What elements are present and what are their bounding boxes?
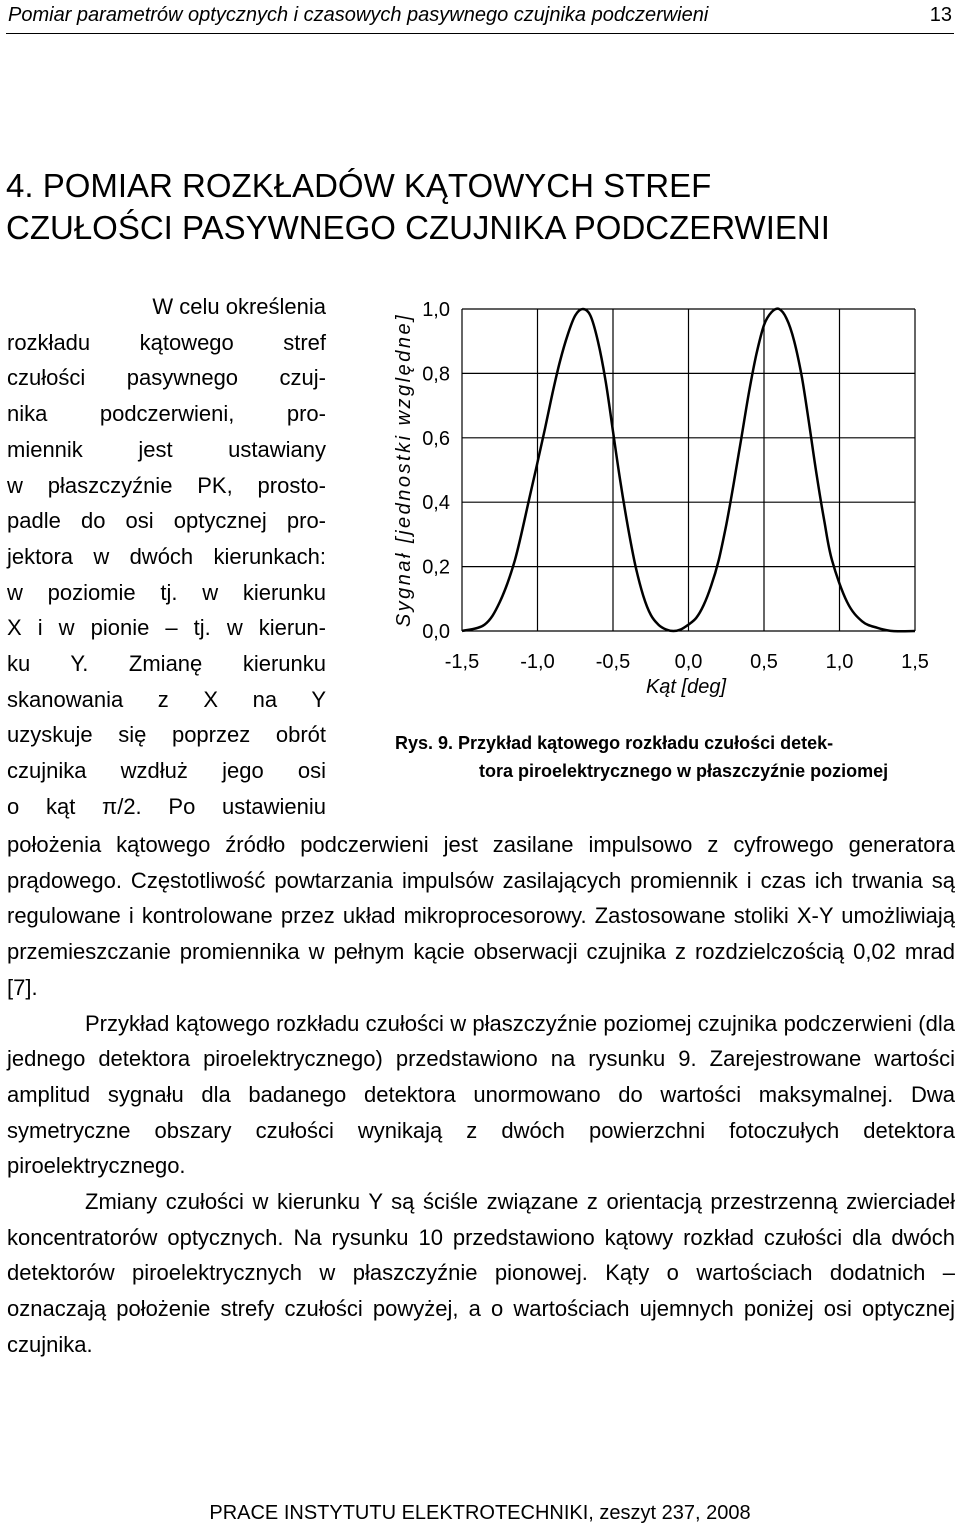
x-tick-label: 0,5 bbox=[750, 651, 778, 673]
chapter-title bbox=[6, 165, 954, 249]
x-axis-label: Kąt [deg] bbox=[645, 676, 727, 698]
chapter-title-line-2: CZUŁOŚCI PASYWNEGO CZUJNIKA PODCZERWIENI bbox=[6, 209, 830, 246]
intro-line: W celu określenia bbox=[152, 294, 326, 319]
x-tick-label: 1,5 bbox=[901, 651, 929, 673]
intro-line: skanowania z X na Y bbox=[7, 686, 326, 712]
paragraph-2: Przykład kątowego rozkładu czułości w płaszczyźnie poziomej czujnika podczerwieni (dla jednego detektora piroelektrycznego) przedstawiono na rysunku 9. Zarejestrowane wartości amplitud sygnału dla badanego detektora unormowano do wartości maksymalnej. Dwa symetryczne obszary czułości wynikają z dwóch powierzchni fotoczułych detektora piroelektrycznego. bbox=[7, 1010, 955, 1179]
intro-line: w płaszczyźnie PK, prosto- bbox=[7, 472, 326, 498]
x-tick-label: -1,5 bbox=[444, 651, 480, 673]
intro-line: miennik jest ustawiany bbox=[7, 436, 326, 462]
running-header-title: Pomiar parametrów optycznych i czasowych pasywnego czujnika podczerwieni bbox=[8, 4, 709, 26]
y-tick-label: 0,2 bbox=[422, 556, 450, 579]
y-tick-label: 0,4 bbox=[422, 492, 450, 515]
x-tick-label: -0,5 bbox=[595, 651, 631, 673]
intro-line: w poziomie tj. w kierunku bbox=[7, 579, 326, 605]
intro-line: rozkładu kątowego stref bbox=[7, 329, 326, 355]
page-number: 13 bbox=[929, 4, 952, 26]
intro-line: czujnika wzdłuż jego osi bbox=[7, 758, 326, 784]
caption-line-2: tora piroelektrycznego w płaszczyźnie poziomej bbox=[479, 761, 889, 781]
intro-line: padle do osi optycznej pro- bbox=[7, 508, 326, 534]
intro-paragraph bbox=[7, 289, 326, 825]
y-tick-label: 0,6 bbox=[422, 427, 450, 450]
continuation-paragraph: położenia kątowego źródło podczerwieni jest zasilane impulsowo z cyfrowego generatora prądowego. Częstotliwość powtarzania impulsów zasilających promiennik i czas ich trwania są regulowane i kontrolowane przez układ mikroprocesorowy. Zastosowane stoliki X-Y umożliwiają przemieszczanie promiennika w pełnym kącie obserwacji czujnika z rozdzielczością 0,02 mrad [7]. bbox=[7, 832, 955, 1000]
y-tick-label: 0,0 bbox=[422, 621, 450, 643]
intro-line: nika podczerwieni, pro- bbox=[7, 401, 326, 427]
intro-line: czułości pasywnego czuj- bbox=[7, 365, 326, 391]
chapter-title-line-1: 4. POMIAR ROZKŁADÓW KĄTOWYCH STREF bbox=[6, 167, 712, 204]
figure-9 bbox=[382, 295, 960, 698]
running-header bbox=[6, 0, 954, 34]
figure-caption bbox=[395, 729, 955, 785]
paragraph-3: Zmiany czułości w kierunku Y są ściśle związane z orientacją przestrzenną zwierciadeł koncentratorów optycznych. Na rysunku 10 przedstawiono kątowy rozkład czułości dla dwóch detektorów piroelektrycznych w płaszczyźnie pionowej. Kąty o wartościach dodatnich – oznaczają położenie strefy czułości powyżej, a o wartościach ujemnych poniżej osi optycznej czujnika. bbox=[7, 1189, 955, 1357]
page-footer: PRACE INSTYTUTU ELEKTROTECHNIKI, zeszyt 237, 2008 bbox=[209, 1502, 751, 1524]
intro-line: o kąt π/2. Po ustawieniu bbox=[7, 793, 326, 819]
y-tick-label: 0,8 bbox=[422, 363, 450, 386]
intro-line: ku Y. Zmianę kierunku bbox=[7, 651, 326, 677]
y-axis-label: Sygnał [jednostki względne] bbox=[393, 312, 415, 628]
x-tick-label: 1,0 bbox=[825, 651, 854, 673]
caption-line-1: Rys. 9. Przykład kątowego rozkładu czułości detek- bbox=[395, 733, 834, 753]
y-tick-label: 1,0 bbox=[422, 299, 450, 321]
main-text bbox=[7, 827, 955, 1363]
intro-line: uzyskuje się poprzez obrót bbox=[7, 722, 326, 748]
intro-line: jektora w dwóch kierunkach: bbox=[7, 543, 326, 569]
intro-line: X i w pionie – tj. w kierun- bbox=[7, 615, 326, 641]
sensitivity-chart bbox=[382, 295, 960, 698]
x-tick-label: 0,0 bbox=[674, 651, 703, 673]
x-tick-label: -1,0 bbox=[520, 651, 555, 673]
